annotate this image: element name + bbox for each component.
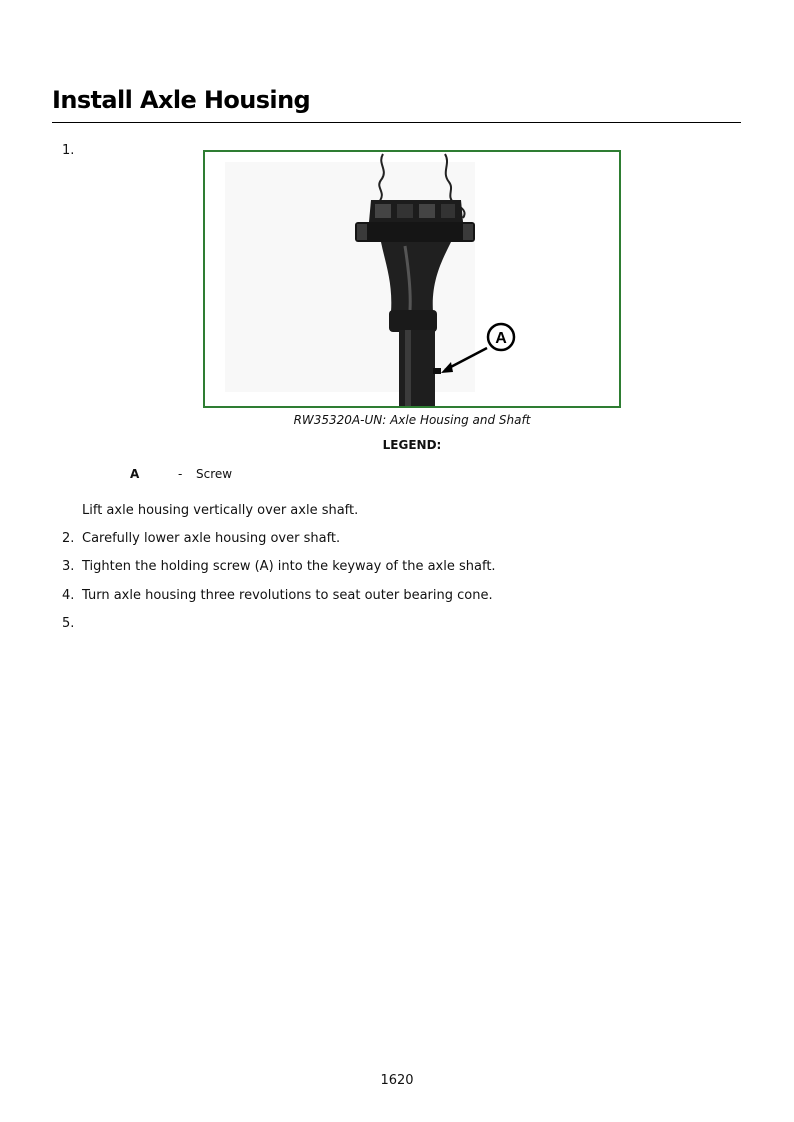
- step-1-text: Lift axle housing vertically over axle shaft.: [82, 503, 359, 518]
- holding-screw: [433, 368, 441, 374]
- legend-heading: LEGEND:: [382, 438, 442, 452]
- step-5-number: 5.: [62, 616, 75, 631]
- callout-label: A: [495, 330, 507, 347]
- figure-axle-housing: [203, 150, 621, 408]
- legend-key: A: [130, 467, 140, 481]
- title-divider: [52, 122, 741, 123]
- housing-collar: [389, 310, 437, 332]
- step-2-number: 2.: [62, 531, 75, 546]
- step-2-text: Carefully lower axle housing over shaft.: [82, 531, 341, 546]
- figure-caption: RW35320A-UN: Axle Housing and Shaft: [293, 413, 531, 427]
- housing-flange: [355, 222, 475, 242]
- page-title: Install Axle Housing: [52, 86, 311, 114]
- axle-shaft: [399, 330, 435, 406]
- legend-value: Screw: [196, 467, 233, 481]
- axle-housing-illustration: [205, 152, 619, 406]
- step-3-number: 3.: [62, 559, 75, 574]
- step-4-number: 4.: [62, 588, 75, 603]
- step-1-number: 1.: [62, 143, 75, 158]
- page-number: 1620: [380, 1073, 414, 1088]
- step-4-text: Turn axle housing three revolutions to seat outer bearing cone.: [82, 588, 493, 603]
- step-3-text: Tighten the holding screw (A) into the keyway of the axle shaft.: [82, 559, 496, 574]
- legend-separator: -: [178, 467, 183, 481]
